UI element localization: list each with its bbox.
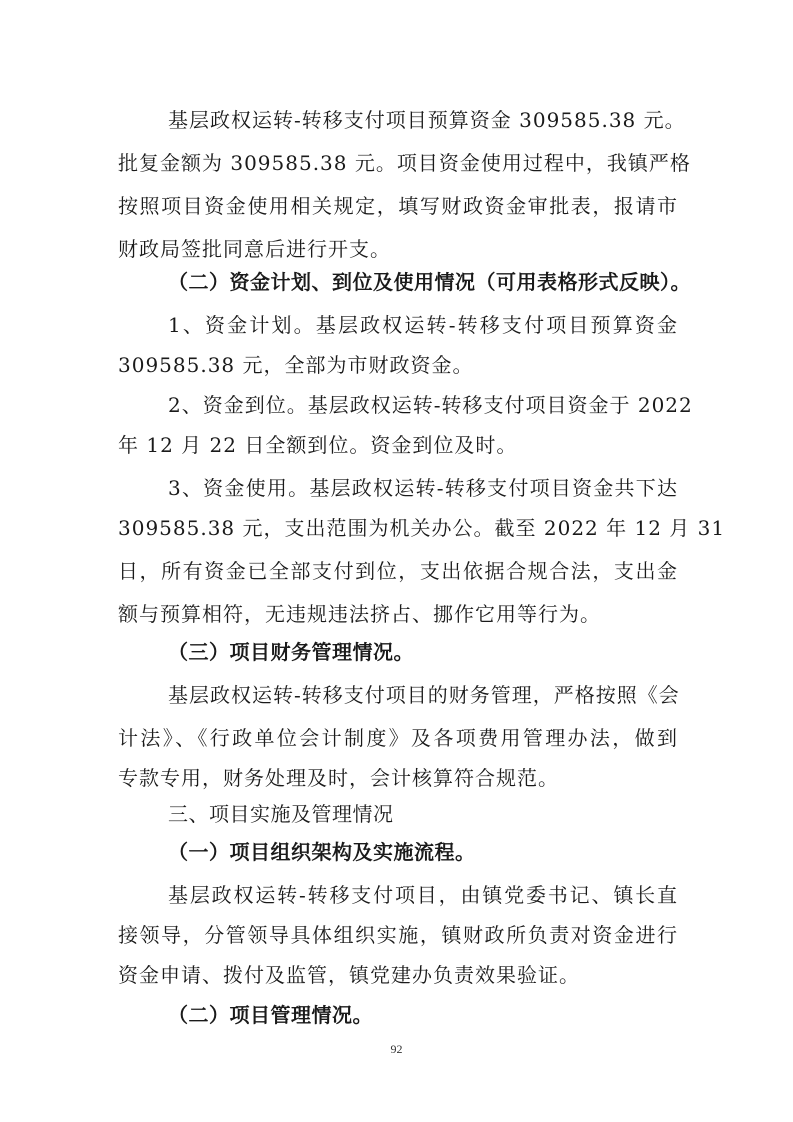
paragraph-line: 按照项目资金使用相关规定，填写财政资金审批表，报请市 <box>118 194 678 218</box>
paragraph-line: 基层政权运转-转移支付项目预算资金 309585.38 元。 <box>168 108 686 132</box>
section-heading: （二）项目管理情况。 <box>168 1003 373 1027</box>
section-heading: （二）资金计划、到位及使用情况（可用表格形式反映）。 <box>168 270 691 294</box>
paragraph-line: 资金申请、拨付及监管，镇党建办负责效果验证。 <box>118 963 580 987</box>
paragraph-line: 接领导，分管领导具体组织实施，镇财政所负责对资金进行 <box>118 923 678 947</box>
paragraph-line: 日，所有资金已全部支付到位，支出依据合规合法，支出金 <box>118 559 678 583</box>
paragraph-line: 计法》、《行政单位会计制度》及各项费用管理办法，做到 <box>118 726 678 750</box>
page-number: 92 <box>390 1042 403 1056</box>
paragraph-line: 3、资金使用。基层政权运转-转移支付项目资金共下达 <box>168 476 678 500</box>
paragraph-line: 1、资金计划。基层政权运转-转移支付项目预算资金 <box>168 313 678 337</box>
paragraph-line: 额与预算相符，无违规违法挤占、挪作它用等行为。 <box>118 602 601 626</box>
paragraph-line: 财政局签批同意后进行开支。 <box>118 237 391 261</box>
paragraph-line: 批复金额为 309585.38 元。项目资金使用过程中，我镇严格 <box>118 151 691 175</box>
section-heading: （三）项目财务管理情况。 <box>168 640 414 664</box>
paragraph-line: 309585.38 元，支出范围为机关办公。截至 2022 年 12 月 31 <box>118 516 726 540</box>
paragraph-line: 年 12 月 22 日全额到位。资金到位及时。 <box>118 433 518 457</box>
paragraph-line: 309585.38 元，全部为市财政资金。 <box>118 353 474 377</box>
paragraph-line: 基层政权运转-转移支付项目的财务管理，严格按照《会 <box>168 683 680 707</box>
paragraph-line: 基层政权运转-转移支付项目，由镇党委书记、镇长直 <box>168 883 678 907</box>
paragraph-line: 专款专用，财务处理及时，会计核算符合规范。 <box>118 766 559 790</box>
section-heading: 三、项目实施及管理情况 <box>168 802 394 826</box>
paragraph-line: 2、资金到位。基层政权运转-转移支付项目资金于 2022 <box>168 393 693 417</box>
section-heading: （一）项目组织架构及实施流程。 <box>168 840 476 864</box>
